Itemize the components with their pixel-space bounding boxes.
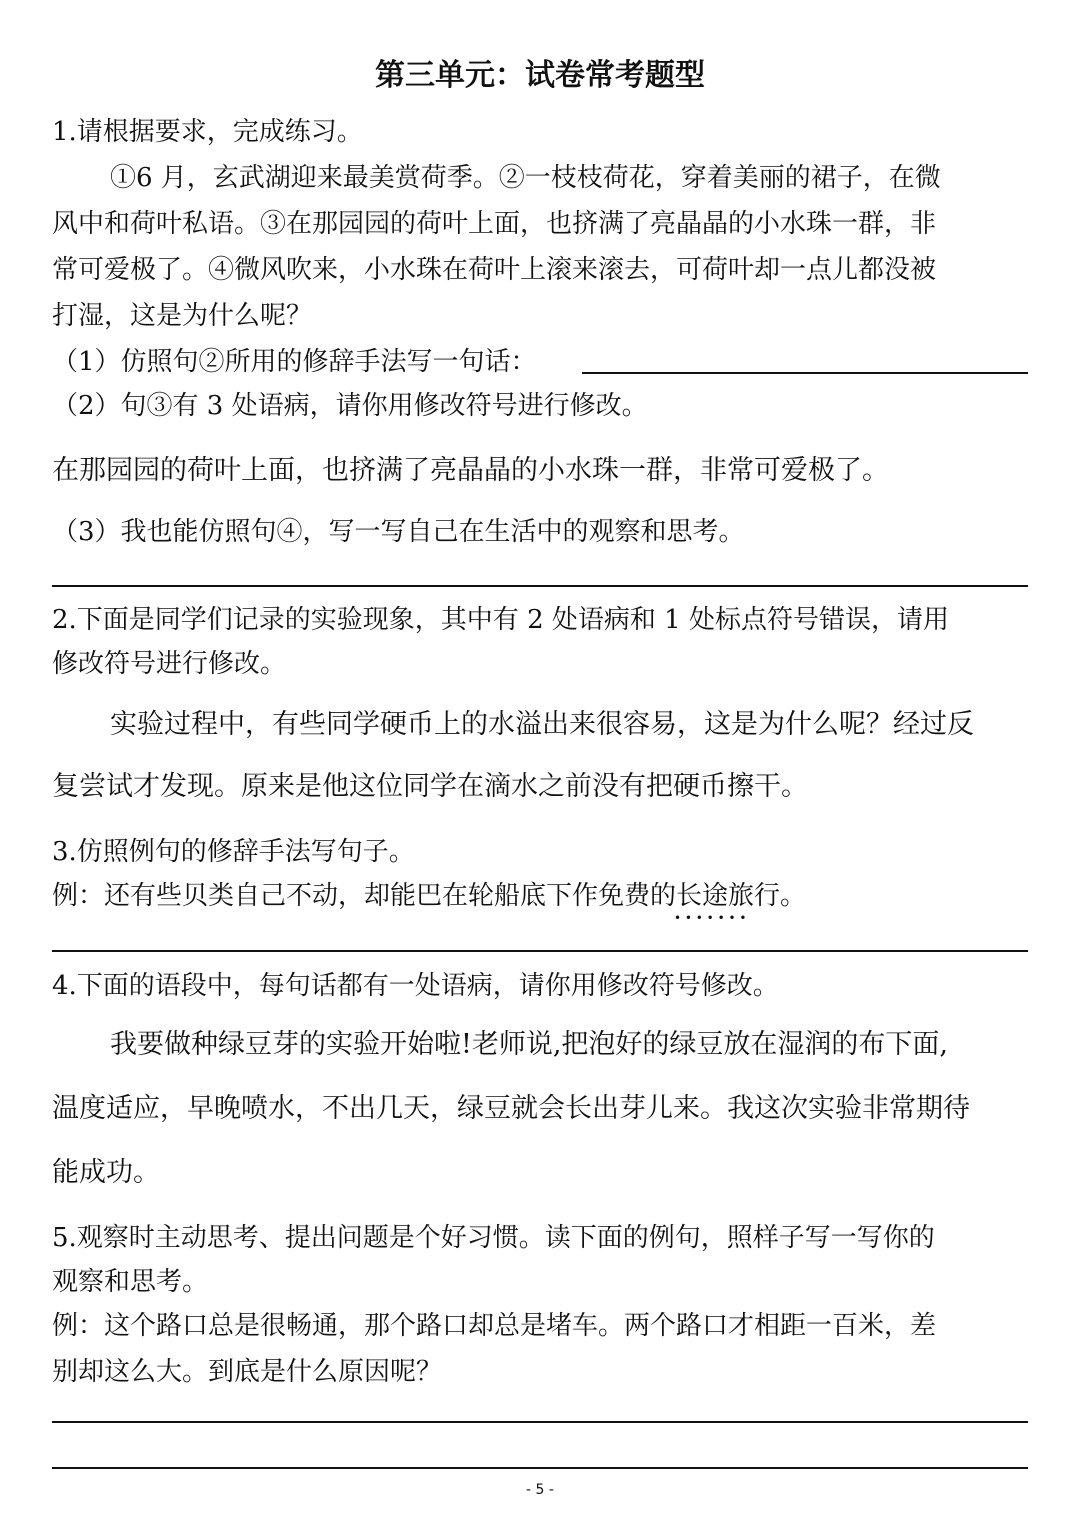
q1-sub-question-1: （1）仿照句②所用的修辞手法写一句话： [52, 347, 537, 377]
q1-passage-line: 打湿，这是为什么呢？ [52, 301, 313, 331]
q4-passage-line: 我要做种绿豆芽的实验开始啦!老师说,把泡好的绿豆放在湿润的布下面, [110, 1029, 949, 1060]
q1-sentence-to-correct: 在那园园的荷叶上面，也挤满了亮晶晶的小水珠一群，非常可爱极了。 [52, 455, 889, 486]
question-2-prompt-line: 修改符号进行修改。 [52, 649, 287, 679]
q5-example-line: 别却这么大。到底是什么原因呢？ [52, 1357, 443, 1387]
q5-example-line: 例：这个路口总是很畅通，那个路口却总是堵车。两个路口才相距一百米，差 [52, 1311, 937, 1341]
q1-sub3-answer-line[interactable] [52, 585, 1028, 587]
question-3-prompt: 3.仿照例句的修辞手法写句子。 [52, 837, 415, 867]
q5-answer-line[interactable] [52, 1467, 1028, 1469]
q1-passage-line: 风中和荷叶私语。③在那园园的荷叶上面，也挤满了亮晶晶的小水珠一群，非 [52, 209, 937, 239]
question-1-prompt: 1.请根据要求，完成练习。 [52, 117, 363, 147]
q1-passage-line: 常可爱极了。④微风吹来，小水珠在荷叶上滚来滚去，可荷叶却一点儿都没被 [52, 255, 937, 285]
page-number: - 5 - [526, 1482, 554, 1498]
question-2-prompt-line: 2.下面是同学们记录的实验现象，其中有 2 处语病和 1 处标点符号错误，请用 [52, 605, 949, 635]
q4-passage-line: 能成功。 [52, 1157, 160, 1188]
q1-sub-question-3: （3）我也能仿照句④，写一写自己在生活中的观察和思考。 [52, 517, 745, 547]
q1-sub-question-2: （2）句③有 3 处语病，请你用修改符号进行修改。 [52, 391, 648, 421]
q3-example: 例：还有些贝类自己不动，却能巴在轮船底下作免费的长途旅行。 [52, 881, 807, 911]
q5-answer-line[interactable] [52, 1421, 1028, 1423]
question-4-prompt: 4.下面的语段中，每句话都有一处语病，请你用修改符号修改。 [52, 971, 779, 1001]
q4-passage-line: 温度适应，早晚喷水，不出几天，绿豆就会长出芽儿来。我这次实验非常期待 [52, 1093, 970, 1124]
q1-passage-line: ①6 月，玄武湖迎来最美赏荷季。②一枝枝荷花，穿着美丽的裙子，在微 [110, 163, 941, 193]
q3-emphasis-dots: • • • • • • • [674, 911, 747, 925]
question-5-prompt-line: 5.观察时主动思考、提出问题是个好习惯。读下面的例句，照样子写一写你的 [52, 1223, 935, 1253]
q1-sub1-answer-line[interactable] [582, 372, 1028, 374]
q3-answer-line[interactable] [52, 950, 1028, 952]
question-5-prompt-line: 观察和思考。 [52, 1267, 209, 1297]
page-title: 第三单元：试卷常考题型 [375, 58, 705, 93]
q2-passage-line: 复尝试才发现。原来是他这位同学在滴水之前没有把硬币擦干。 [52, 771, 808, 802]
q2-passage-line: 实验过程中，有些同学硬币上的水溢出来很容易，这是为什么呢？经过反 [110, 709, 974, 740]
